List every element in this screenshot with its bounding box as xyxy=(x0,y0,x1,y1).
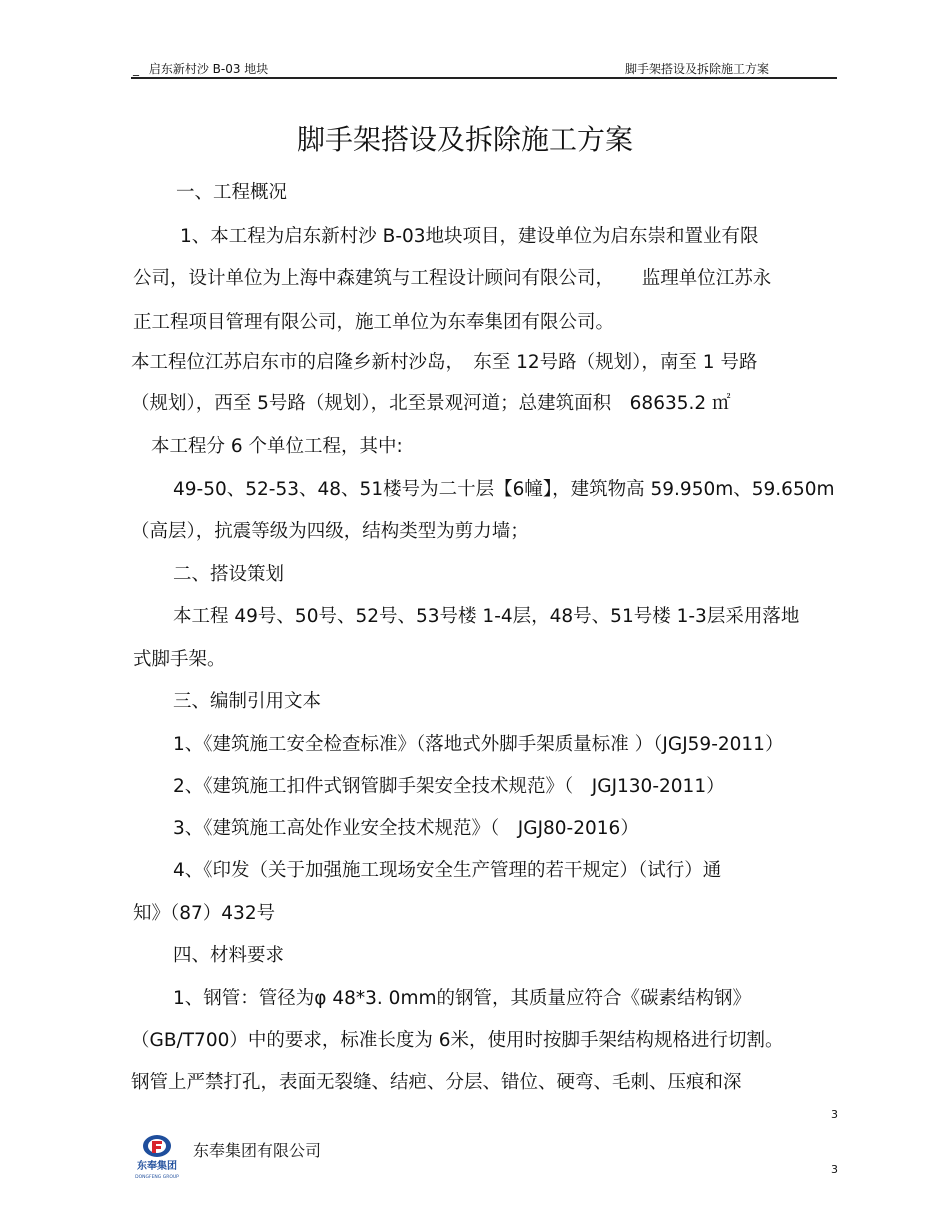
reference-item: 3、《建筑施工高处作业安全技术规范》（ JGJ80-2016） xyxy=(173,818,639,839)
reference-item: 2、《建筑施工扣件式钢管脚手架安全技术规范》（ JGJ130-2011） xyxy=(173,776,725,797)
paragraph-line: （高层），抗震等级为四级，结构类型为剪力墙； xyxy=(131,521,529,542)
logo-text: 东奉集团 xyxy=(137,1161,177,1172)
paragraph-line: 本工程分 6 个单位工程，其中: xyxy=(151,436,403,457)
header-left-text: 启东新村沙 B-03 地块 xyxy=(148,62,269,76)
reference-item: 知》（87）432号 xyxy=(133,903,276,924)
section-heading-1: 一、工程概况 xyxy=(176,182,288,203)
header-left xyxy=(133,60,268,77)
paragraph-line: （GB/T700）中的要求，标准长度为 6米，使用时按脚手架结构规格进行切割。 xyxy=(131,1030,784,1051)
section-heading-4: 四、材料要求 xyxy=(173,945,285,966)
page-number: 3 xyxy=(831,1108,838,1121)
paragraph-line: 本工程位江苏启东市的启隆乡新村沙岛， 东至 12号路（规划），南至 1 号路 xyxy=(131,352,758,373)
company-name: 东奉集团有限公司 xyxy=(193,1141,322,1160)
company-logo xyxy=(131,1133,183,1181)
reference-item: 1、《建筑施工安全检查标准》（落地式外脚手架质量标准 ）（JGJ59-2011） xyxy=(173,734,784,755)
paragraph-line: 1、本工程为启东新村沙 B-03地块项目，建设单位为启东崇和置业有限 xyxy=(180,226,759,247)
paragraph-line: 1、钢管：管径为φ 48*3. 0mm的钢管，其质量应符合《碳素结构钢》 xyxy=(173,988,751,1009)
paragraph-line: 正工程项目管理有限公司，施工单位为东奉集团有限公司。 xyxy=(133,312,615,333)
header-left-prefix: _ xyxy=(133,62,139,76)
page-number-bottom: 3 xyxy=(831,1163,838,1176)
paragraph-line: 本工程 49号、50号、52号、53号楼 1-4层，48号、51号楼 1-3层采用落地 xyxy=(173,606,800,627)
paragraph-line: （规划），西至 5号路（规划），北至景观河道；总建筑面积 68635.2 ㎡ xyxy=(131,393,731,414)
paragraph-line: 钢管上严禁打孔，表面无裂缝、结疤、分层、错位、硬弯、毛刺、压痕和深 xyxy=(131,1072,742,1093)
company-logo-icon xyxy=(131,1133,183,1181)
reference-item: 4、《印发（关于加强施工现场安全生产管理的若干规定）（试行）通 xyxy=(173,860,722,881)
paragraph-line: 式脚手架。 xyxy=(133,649,226,670)
header-right-text: 脚手架搭设及拆除施工方案 xyxy=(625,60,837,79)
paragraph-line: 公司，设计单位为上海中森建筑与工程设计顾问有限公司， 监理单位江苏永 xyxy=(133,268,772,289)
paragraph-line: 49-50、52-53、48、51楼号为二十层【6幢】，建筑物高 59.950m、59.650m xyxy=(173,479,835,500)
section-heading-3: 三、编制引用文本 xyxy=(173,691,322,712)
document-title: 脚手架搭设及拆除施工方案 xyxy=(296,123,633,156)
logo-subtext: DONGFENG GROUP xyxy=(135,1175,179,1180)
header-rule xyxy=(131,77,837,79)
section-heading-2: 二、搭设策划 xyxy=(173,564,285,585)
